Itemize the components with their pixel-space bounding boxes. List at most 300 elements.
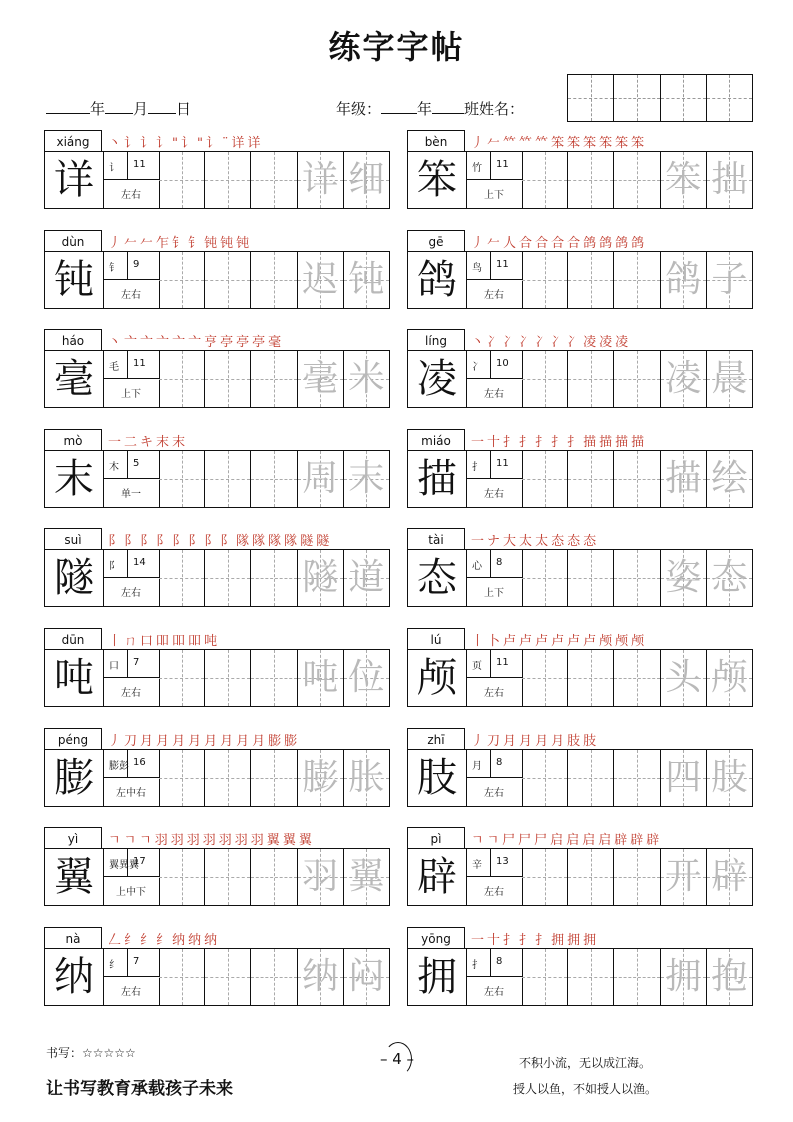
stroke-step: 拥 — [551, 933, 568, 948]
stroke-step: 膨 — [284, 734, 301, 749]
writing-cell[interactable] — [522, 849, 568, 905]
month-label: 月 — [133, 100, 149, 118]
stroke-step: 一 — [471, 933, 488, 948]
stroke-order — [108, 431, 188, 450]
pinyin: yì — [44, 827, 102, 849]
writing-cell[interactable] — [205, 451, 251, 507]
stroke-step: 隧 — [300, 534, 317, 549]
info-divider — [103, 777, 159, 778]
stroke-step: 纳 — [172, 933, 189, 948]
info-divider — [103, 378, 159, 379]
writing-cell[interactable] — [568, 949, 614, 1005]
writing-cell[interactable] — [614, 252, 660, 308]
word-cell — [344, 252, 389, 308]
word-cell — [298, 451, 344, 507]
stroke-order — [108, 929, 220, 948]
model-char: 辟 — [408, 849, 467, 905]
writing-cell[interactable] — [205, 949, 251, 1005]
radical: 纟 — [109, 960, 119, 971]
writing-cell[interactable] — [251, 152, 297, 208]
stroke-step: 丶 — [471, 335, 488, 350]
writing-cell[interactable] — [614, 351, 660, 407]
stroke-step: 扌 — [567, 435, 584, 450]
name-cell[interactable] — [568, 75, 614, 121]
writing-cell[interactable] — [205, 152, 251, 208]
page-title: 练字字帖 — [328, 28, 465, 66]
ghost-char: 开 — [665, 856, 702, 897]
stroke-step: 冫 — [551, 335, 568, 350]
ghost-char: 位 — [348, 657, 385, 698]
pinyin: líng — [407, 329, 465, 351]
stroke-order — [471, 530, 599, 549]
writing-cell[interactable] — [568, 750, 614, 806]
word-cell — [707, 550, 752, 606]
stroke-count: 7 — [133, 657, 140, 668]
stroke-count: 11 — [133, 159, 146, 170]
char-entry — [44, 628, 390, 710]
writing-cell[interactable] — [159, 750, 205, 806]
practice-grid — [44, 151, 390, 209]
grade-blank[interactable] — [381, 99, 417, 114]
info-divider — [127, 750, 128, 777]
char-entry — [407, 429, 753, 511]
stroke-step: 笨 — [551, 136, 568, 151]
stroke-step: 吨 — [204, 634, 221, 649]
stroke-step: 冫 — [567, 335, 584, 350]
radical: 木 — [109, 462, 119, 473]
ghost-char: 羽 — [302, 856, 339, 897]
writing-cell[interactable] — [568, 650, 614, 706]
word-cell — [707, 351, 752, 407]
writing-cells — [522, 152, 752, 208]
name-grid[interactable] — [567, 74, 753, 122]
practice-grid — [44, 649, 390, 707]
info-divider — [490, 252, 491, 279]
ghost-char: 辟 — [711, 856, 748, 897]
model-char: 肢 — [408, 750, 467, 806]
stroke-step: 钝 — [220, 236, 237, 251]
writing-cell[interactable] — [159, 351, 205, 407]
char-entry — [407, 728, 753, 810]
radical: 钅 — [109, 263, 119, 274]
day-blank[interactable] — [148, 99, 176, 114]
rating-label: 书写： — [46, 1046, 83, 1060]
word-cell — [298, 550, 344, 606]
word-cell — [344, 351, 389, 407]
stroke-step: 辟 — [646, 833, 663, 848]
stroke-order — [471, 829, 662, 848]
stroke-step: 拥 — [567, 933, 584, 948]
stroke-step: 卢 — [583, 634, 600, 649]
stroke-step: 纟 — [156, 933, 173, 948]
stroke-step: 描 — [615, 435, 632, 450]
writing-cell[interactable] — [251, 550, 297, 606]
word-cell — [661, 650, 707, 706]
model-char: 隧 — [45, 550, 104, 606]
stroke-step: 冫 — [503, 335, 520, 350]
stroke-step: 鸽 — [615, 236, 632, 251]
radical: 阝 — [109, 561, 119, 572]
year-label: 年 — [90, 100, 106, 118]
stroke-step: 扌 — [519, 933, 536, 948]
writing-cell[interactable] — [614, 152, 660, 208]
stroke-step: 𠂉 — [140, 236, 157, 251]
stroke-step: 卢 — [503, 634, 520, 649]
char-entry — [44, 927, 390, 1009]
info-divider — [127, 252, 128, 279]
char-entry — [407, 130, 753, 212]
stroke-step: 丿 — [471, 734, 488, 749]
writing-cell[interactable] — [159, 451, 205, 507]
stroke-step: 凌 — [583, 335, 600, 350]
word-cell — [707, 451, 752, 507]
stroke-step: 二 — [124, 435, 141, 450]
stroke-count: 11 — [133, 358, 146, 369]
ghost-char: 头 — [665, 657, 702, 698]
motto: 让书写教育承载孩子未来 — [46, 1079, 233, 1099]
stroke-step: 毫 — [268, 335, 285, 350]
writing-cell[interactable] — [522, 252, 568, 308]
writing-cell[interactable] — [614, 750, 660, 806]
stroke-step: 月 — [172, 734, 189, 749]
info-divider — [127, 650, 128, 677]
ghost-char: 详 — [302, 159, 339, 200]
pinyin: dūn — [44, 628, 102, 650]
stroke-step: 羽 — [202, 833, 219, 848]
stroke-step: 月 — [519, 734, 536, 749]
stroke-step: 描 — [583, 435, 600, 450]
pinyin: mò — [44, 429, 102, 451]
radical: 竹 — [472, 163, 482, 174]
stroke-count: 11 — [496, 458, 509, 469]
info-divider — [127, 550, 128, 577]
structure: 上中下 — [116, 887, 146, 898]
stroke-step: 亠 — [124, 335, 141, 350]
writing-cell[interactable] — [522, 949, 568, 1005]
info-divider — [103, 279, 159, 280]
structure: 左右 — [121, 290, 141, 301]
stroke-step: 末 — [172, 435, 189, 450]
word-cell — [661, 550, 707, 606]
writing-cell[interactable] — [251, 650, 297, 706]
writing-cell[interactable] — [522, 152, 568, 208]
stroke-order — [108, 530, 332, 549]
writing-cell[interactable] — [614, 650, 660, 706]
stroke-step: 卢 — [551, 634, 568, 649]
stroke-step: 讠 — [140, 136, 157, 151]
stroke-step: 隧 — [316, 534, 333, 549]
ghost-char: 吨 — [302, 657, 339, 698]
model-char: 吨 — [45, 650, 104, 706]
radical: 口 — [109, 661, 119, 672]
ghost-char: 隧 — [302, 557, 339, 598]
model-char: 详 — [45, 152, 104, 208]
stroke-step: 颅 — [615, 634, 632, 649]
radical: 页 — [472, 661, 482, 672]
name-cell[interactable] — [707, 75, 752, 121]
writing-cell[interactable] — [205, 252, 251, 308]
writing-cell[interactable] — [522, 650, 568, 706]
name-label: 姓名： — [479, 100, 525, 118]
model-char: 描 — [408, 451, 467, 507]
practice-grid — [407, 848, 753, 906]
writing-cell[interactable] — [568, 252, 614, 308]
stroke-count: 9 — [133, 259, 140, 270]
name-cell[interactable] — [614, 75, 660, 121]
writing-cells — [522, 550, 752, 606]
stroke-step: 讠 — [124, 136, 141, 151]
stroke-order — [471, 132, 647, 151]
stroke-step: 羽 — [250, 833, 267, 848]
stroke-step: 丿 — [108, 734, 125, 749]
stroke-step: 卢 — [519, 634, 536, 649]
year-blank[interactable] — [46, 99, 90, 114]
char-info — [103, 849, 160, 905]
class-blank[interactable] — [432, 99, 464, 114]
word-cell — [344, 451, 389, 507]
stroke-step: 钅 — [172, 236, 189, 251]
stroke-step: 月 — [236, 734, 253, 749]
char-info — [466, 650, 523, 706]
info-divider — [490, 451, 491, 478]
model-char: 拥 — [408, 949, 467, 1005]
stroke-step: 月 — [156, 734, 173, 749]
stroke-step: 阝 — [156, 534, 173, 549]
word-cell — [707, 750, 752, 806]
writing-cell[interactable] — [159, 650, 205, 706]
writing-cell[interactable] — [159, 949, 205, 1005]
radical: 扌 — [472, 462, 482, 473]
stroke-order — [471, 431, 647, 450]
char-info — [103, 351, 160, 407]
writing-cells — [522, 650, 752, 706]
stroke-step: 丿 — [108, 236, 125, 251]
word-cell — [298, 849, 344, 905]
stroke-step: 尸 — [518, 833, 535, 848]
structure: 左右 — [484, 389, 504, 400]
radical: 毛 — [109, 362, 119, 373]
writing-cells — [159, 252, 389, 308]
word-cell — [298, 252, 344, 308]
stroke-step: 钝 — [204, 236, 221, 251]
class-label: 班 — [464, 100, 480, 118]
stroke-step: 描 — [631, 435, 648, 450]
writing-cells — [522, 252, 752, 308]
writing-cell[interactable] — [205, 550, 251, 606]
writing-cell[interactable] — [251, 849, 297, 905]
word-cell — [298, 152, 344, 208]
pinyin: nà — [44, 927, 102, 949]
stroke-step: 态 — [567, 534, 584, 549]
writing-cell[interactable] — [205, 650, 251, 706]
stroke-step: 𥫗 — [519, 136, 536, 151]
stroke-step: 隊 — [284, 534, 301, 549]
stroke-step: 启 — [582, 833, 599, 848]
radical: 膨彭 — [109, 761, 129, 772]
stroke-step: 亠 — [140, 335, 157, 350]
word-cell — [661, 152, 707, 208]
stroke-step: 冫 — [519, 335, 536, 350]
stroke-step: 亠 — [188, 335, 205, 350]
stroke-step: ㄱ — [471, 833, 487, 848]
word-cell — [707, 152, 752, 208]
stroke-step: 吅 — [156, 634, 173, 649]
stroke-step: 月 — [188, 734, 205, 749]
writing-cell[interactable] — [522, 750, 568, 806]
pinyin: dùn — [44, 230, 102, 252]
writing-cells — [159, 351, 389, 407]
stroke-order — [108, 730, 300, 749]
char-entry — [407, 329, 753, 411]
info-divider — [490, 650, 491, 677]
stroke-step: 翼 — [282, 833, 299, 848]
word-cell — [661, 351, 707, 407]
ghost-char: 纳 — [302, 956, 339, 997]
rating-stars[interactable]: ☆☆☆☆☆ — [82, 1046, 136, 1060]
char-info — [466, 949, 523, 1005]
month-blank[interactable] — [105, 99, 133, 114]
writing-cell[interactable] — [568, 451, 614, 507]
structure: 左右 — [121, 190, 141, 201]
writing-cell[interactable] — [568, 152, 614, 208]
ghost-char: 姿 — [665, 557, 702, 598]
stroke-count: 14 — [133, 557, 146, 568]
stroke-step: 吅 — [188, 634, 205, 649]
stroke-step: 一 — [471, 534, 488, 549]
stroke-step: 详 — [231, 136, 248, 151]
structure: 左右 — [484, 290, 504, 301]
practice-grid — [407, 549, 753, 607]
stroke-step: 乍 — [156, 236, 173, 251]
writing-cells — [522, 949, 752, 1005]
practice-grid — [44, 450, 390, 508]
stroke-step: 讠¨ — [206, 136, 232, 151]
char-entry — [44, 329, 390, 411]
structure: 左右 — [121, 688, 141, 699]
model-char: 纳 — [45, 949, 104, 1005]
writing-cell[interactable] — [522, 351, 568, 407]
writing-cells — [159, 849, 389, 905]
stroke-step: 羽 — [234, 833, 251, 848]
info-divider — [466, 777, 522, 778]
writing-cell[interactable] — [614, 451, 660, 507]
model-char: 末 — [45, 451, 104, 507]
stroke-step: 冫 — [535, 335, 552, 350]
stroke-step: 笨 — [631, 136, 648, 151]
pinyin: bèn — [407, 130, 465, 152]
stroke-step: 大 — [503, 534, 520, 549]
practice-grid — [407, 749, 753, 807]
stroke-order — [471, 730, 599, 749]
writing-cell[interactable] — [614, 949, 660, 1005]
info-divider — [103, 677, 159, 678]
writing-cell[interactable] — [251, 949, 297, 1005]
stroke-step: 丿 — [471, 136, 488, 151]
structure: 上下 — [121, 389, 141, 400]
quote-line-2: 授人以鱼，不如授人以渔。 — [512, 1082, 657, 1096]
ghost-char: 笨 — [665, 159, 702, 200]
stroke-step: 笨 — [599, 136, 616, 151]
stroke-step: 亠 — [156, 335, 173, 350]
stroke-step: 月 — [535, 734, 552, 749]
writing-cell[interactable] — [205, 750, 251, 806]
writing-cell[interactable] — [568, 550, 614, 606]
stroke-step: 合 — [519, 236, 536, 251]
char-info — [466, 152, 523, 208]
structure: 左右 — [121, 987, 141, 998]
char-info — [466, 252, 523, 308]
stroke-count: 8 — [496, 757, 503, 768]
writing-cell[interactable] — [159, 152, 205, 208]
char-entry — [44, 728, 390, 810]
stroke-step: 羽 — [186, 833, 203, 848]
name-cell[interactable] — [661, 75, 707, 121]
practice-grid — [44, 848, 390, 906]
stroke-step: 口 — [140, 634, 157, 649]
day-label: 日 — [176, 100, 192, 118]
writing-cell[interactable] — [251, 351, 297, 407]
stroke-step: 讠" — [181, 136, 207, 151]
stroke-step: 阝 — [172, 534, 189, 549]
ghost-char: 胀 — [348, 757, 385, 798]
structure: 左右 — [484, 987, 504, 998]
stroke-step: 卢 — [535, 634, 552, 649]
word-cell — [707, 252, 752, 308]
writing-cell[interactable] — [522, 451, 568, 507]
stroke-step: 一 — [108, 435, 125, 450]
stroke-step: 启 — [566, 833, 583, 848]
ghost-char: 态 — [711, 557, 748, 598]
info-divider — [490, 750, 491, 777]
writing-cell[interactable] — [251, 252, 297, 308]
grade-label: 年级： — [336, 100, 382, 118]
char-info — [103, 451, 160, 507]
stroke-step: 亭 — [220, 335, 237, 350]
writing-cell[interactable] — [205, 849, 251, 905]
stroke-step: 尸 — [534, 833, 551, 848]
writing-cell[interactable] — [522, 550, 568, 606]
ghost-char: 拥 — [665, 956, 702, 997]
writing-cell[interactable] — [159, 550, 205, 606]
char-entry — [407, 827, 753, 909]
writing-cell[interactable] — [568, 351, 614, 407]
writing-cell[interactable] — [614, 550, 660, 606]
writing-cell[interactable] — [205, 351, 251, 407]
stroke-count: 11 — [496, 259, 509, 270]
char-info — [103, 252, 160, 308]
writing-cell[interactable] — [159, 849, 205, 905]
stroke-count: 11 — [496, 657, 509, 668]
writing-cell[interactable] — [159, 252, 205, 308]
stroke-step: 拥 — [583, 933, 600, 948]
stroke-step: 𠂉 — [487, 236, 504, 251]
stroke-step: 阝 — [108, 534, 125, 549]
date-line — [46, 98, 191, 119]
writing-cell[interactable] — [251, 750, 297, 806]
word-cell — [661, 949, 707, 1005]
ghost-char: 翼 — [348, 856, 385, 897]
stroke-step: 𠂉 — [124, 236, 141, 251]
practice-grid — [407, 450, 753, 508]
writing-cell[interactable] — [614, 849, 660, 905]
writing-cells — [159, 550, 389, 606]
stroke-step: 刀 — [487, 734, 504, 749]
stroke-step: 鸽 — [631, 236, 648, 251]
writing-cell[interactable] — [251, 451, 297, 507]
stroke-step: 合 — [535, 236, 552, 251]
rating — [46, 1044, 136, 1061]
writing-cell[interactable] — [568, 849, 614, 905]
